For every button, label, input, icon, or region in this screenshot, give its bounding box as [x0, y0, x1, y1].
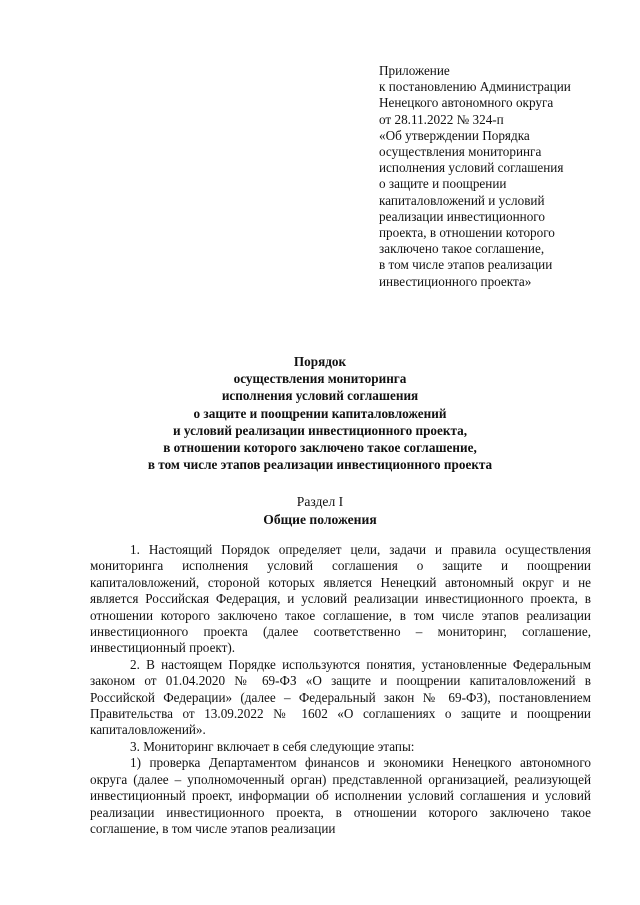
title-line: о защите и поощрении капиталовложений	[193, 405, 447, 421]
appendix-line: в том числе этапов реализации	[379, 257, 553, 273]
appendix-header	[379, 63, 619, 290]
appendix-line: реализации инвестиционного	[379, 208, 545, 224]
appendix-line: заключено такое соглашение,	[379, 241, 545, 257]
appendix-line: Приложение	[379, 63, 450, 78]
title-line: исполнения условий соглашения	[221, 388, 419, 404]
appendix-line: исполнения условий соглашения	[379, 160, 564, 176]
appendix-line: Ненецкого автономного округа	[379, 95, 554, 111]
appendix-line: осуществления мониторинга	[379, 144, 542, 160]
title-line: и условий реализации инвестиционного проекта,	[173, 422, 467, 438]
title-line: осуществления мониторинга	[233, 371, 407, 387]
title-line: в том числе этапов реализации инвестиционного проекта	[147, 457, 493, 473]
appendix-line: «Об утверждении Порядка	[379, 127, 530, 143]
section-title: Общие положения	[263, 512, 377, 527]
section-label: Раздел I	[296, 494, 344, 509]
appendix-line: о защите и поощрении	[379, 176, 507, 192]
title-line: в отношении которого заключено такое соглашение,	[163, 440, 477, 456]
section-heading	[60, 493, 580, 529]
paragraph: 3. Мониторинг включает в себя следующие этапы:	[130, 738, 415, 754]
appendix-line: капиталовложений и условий	[379, 192, 545, 208]
paragraph: 1. Настоящий Порядок определяет цели, задачи и правила осуществления мониторинга исполнения условий соглашения о защите и поощрении капиталовложений, стороной которых является Ненецкий автономный округ и не является Российская Федерация, и условий реализации инвестиционного проекта, в отношении которого заключено такое соглашение, в том числе этапов реализации инвестиционного проекта (далее соответственно – мониторинг, соглашение, инвестиционный проект).	[90, 542, 591, 656]
appendix-line: от 28.11.2022 № 324-п	[379, 111, 504, 127]
title-line: Порядок	[293, 354, 347, 369]
appendix-line: к постановлению Администрации	[379, 79, 571, 95]
paragraph: 2. В настоящем Порядке используются понятия, установленные Федеральным законом от 01.04.2020 № 69-ФЗ «О защите и поощрении капиталовложений в Российской Федерации» (далее – Федеральный закон № 69-ФЗ), постановлением Правительства от 13.09.2022 № 1602 «О соглашениях о защите и поощрении капиталовложений».	[90, 656, 591, 738]
document-body	[90, 542, 591, 837]
paragraph: 1) проверка Департаментом финансов и экономики Ненецкого автономного округа (далее – уполномоченный орган) представленной организацией, реализующей инвестиционный проект, информации об исполнении условий соглашения и условий реализации инвестиционного проекта, в отношении которого заключено такое соглашение, в том числе этапов реализации	[90, 755, 591, 836]
appendix-line: инвестиционного проекта»	[379, 273, 532, 289]
appendix-line: проекта, в отношении которого	[379, 225, 555, 241]
document-title	[60, 353, 580, 473]
